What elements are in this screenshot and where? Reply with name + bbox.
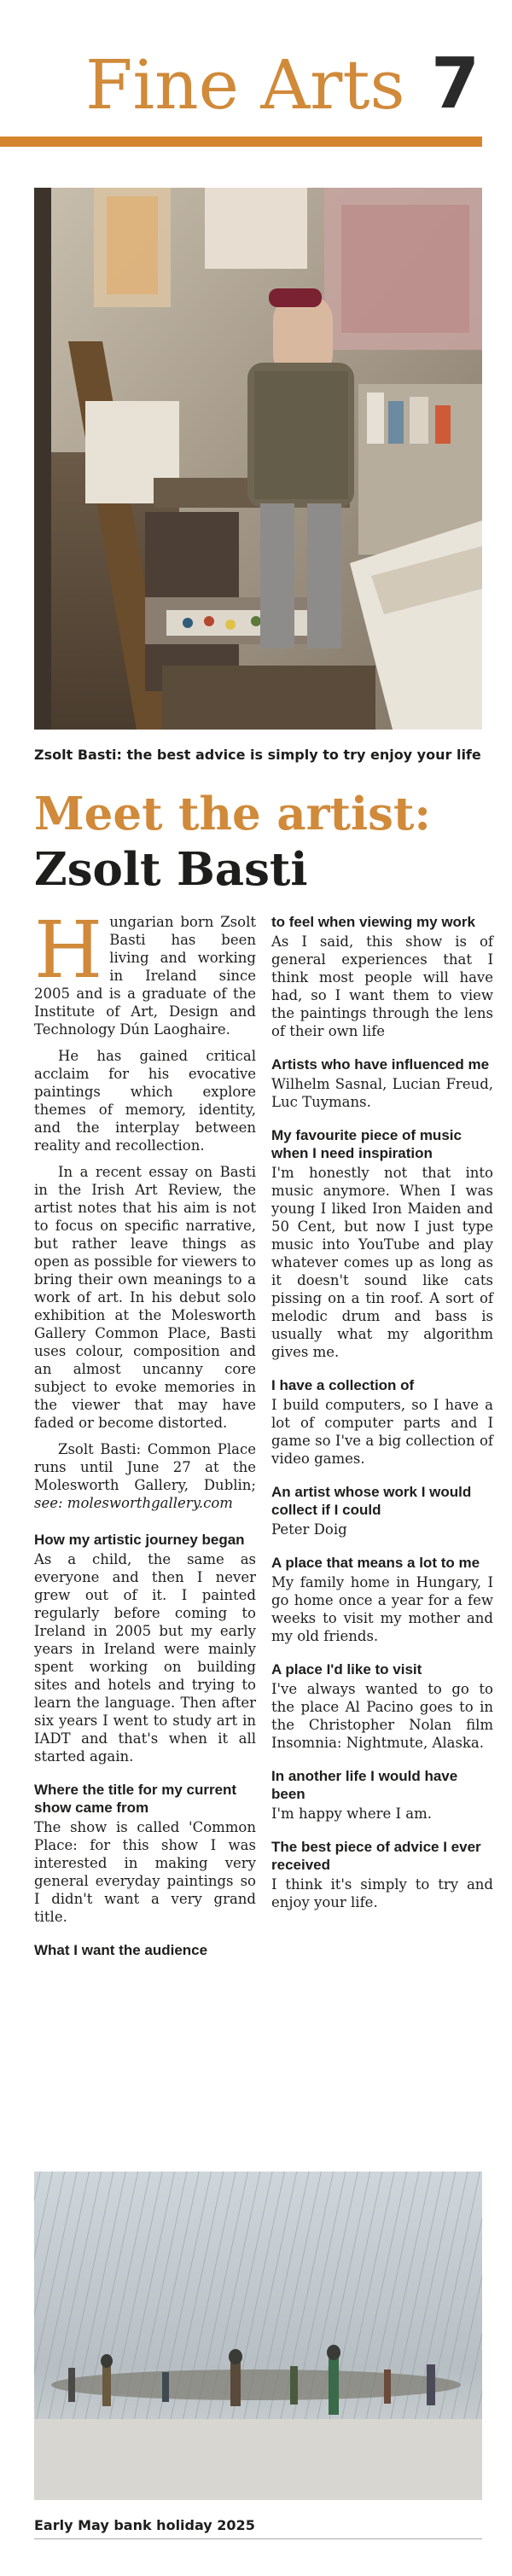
qa-question: In another life I would have been [271, 1768, 458, 1802]
qa-question-continued: to feel when viewing my work [271, 914, 475, 930]
qa-question: An artist whose work I would collect if I could [271, 1484, 472, 1518]
page-header [0, 0, 512, 137]
article-kicker: Meet the artist: [34, 788, 431, 840]
article-column-1 [34, 904, 256, 1961]
footer-rule [34, 2538, 482, 2539]
qa-answer: I'm honestly not that into music anymore. When I was young I liked Iron Maiden and 50 Cent, but now I just type music into YouTube and play whatever comes up as long as it doesn't sound like cats pissing on a tin roof. A sort of melodic drum and bass is usually what my algorithm gives me. [271, 1165, 493, 1360]
qa-question: My favourite piece of music when I need inspiration [271, 1127, 462, 1161]
qa-answer: As I said, this show is of general experiences that I think most people will have had, so I want them to view the paintings through the lens of their own life [271, 933, 493, 1039]
qa-answer: As a child, the same as everyone and then I never grew out of it. I painted regularly before coming to Ireland in 2005 but my early years in Ireland were mainly spent working on building sites and hotels and trying to learn the language. Then after six years I went to study art in IADT and that's when it all started again. [34, 1551, 256, 1765]
exhibition-info: Zsolt Basti: Common Place runs until June 27 at the Molesworth Gallery, Dublin; see: molesworthgallery.com [34, 1441, 256, 1511]
qa-question: What I want the audience [34, 1942, 208, 1958]
header-rule [0, 137, 482, 147]
qa-question: Where the title for my current show came from [34, 1782, 237, 1816]
intro-paragraph: Hungarian born Zsolt Basti has been living and working in Ireland since 2005 and is a graduate of the Institute of Art, Design and Technology Dún Laoghaire. [34, 904, 256, 1038]
portrait-caption: Zsolt Basti: the best advice is simply to try enjoy your life [34, 747, 481, 763]
body-paragraph: He has gained critical acclaim for his evocative paintings which explore themes of memory, identity, and the interplay between reality and recollection. [34, 1048, 256, 1154]
qa-answer: Peter Doig [271, 1521, 347, 1538]
qa-question: Artists who have influenced me [271, 1056, 490, 1073]
qa-answer: The show is called 'Common Place: for this show I was interested in making very general everyday paintings so I didn't want a very grand title. [34, 1819, 256, 1925]
page-number: 7 [431, 44, 480, 125]
article-headline: Zsolt Basti [34, 843, 308, 896]
painting-photo [34, 2172, 482, 2500]
drop-cap: H [34, 904, 103, 996]
section-title: Fine Arts [85, 45, 405, 125]
qa-answer: I think it's simply to try and enjoy your life. [271, 1876, 493, 1910]
qa-question: The best piece of advice I ever received [271, 1839, 481, 1873]
gallery-website: see: molesworthgallery.com [34, 1495, 233, 1511]
qa-answer: My family home in Hungary, I go home once a year for a few weeks to visit my mother and my old friends. [271, 1574, 493, 1644]
article-column-2 [271, 913, 493, 1920]
painting-caption: Early May bank holiday 2025 [34, 2517, 255, 2533]
qa-answer: Wilhelm Sasnal, Lucian Freud, Luc Tuymans. [271, 1076, 493, 1110]
qa-question: I have a collection of [271, 1377, 415, 1393]
qa-question: A place that means a lot to me [271, 1555, 480, 1571]
artist-portrait-photo [34, 188, 482, 730]
qa-answer: I've always wanted to go to the place Al Pacino goes to in the Christopher Nolan film Insomnia: Nightmute, Alaska. [271, 1681, 493, 1751]
qa-question: A place I'd like to visit [271, 1661, 422, 1678]
body-paragraph: In a recent essay on Basti in the Irish Art Review, the artist notes that his aim is not to focus on specific narrative, but rather leave things as open as possible for viewers to bring their own meanings to a work of art. In his debut solo exhibition at the Molesworth Gallery Common Place, Basti uses colour, composition and an almost uncanny core subject to evoke memories in the viewer that may have faded or become distorted. [34, 1164, 256, 1431]
qa-question: How my artistic journey began [34, 1532, 245, 1548]
qa-answer: I'm happy where I am. [271, 1806, 433, 1822]
qa-answer: I build computers, so I have a lot of computer parts and I game so I've a big collection of video games. [271, 1397, 493, 1467]
